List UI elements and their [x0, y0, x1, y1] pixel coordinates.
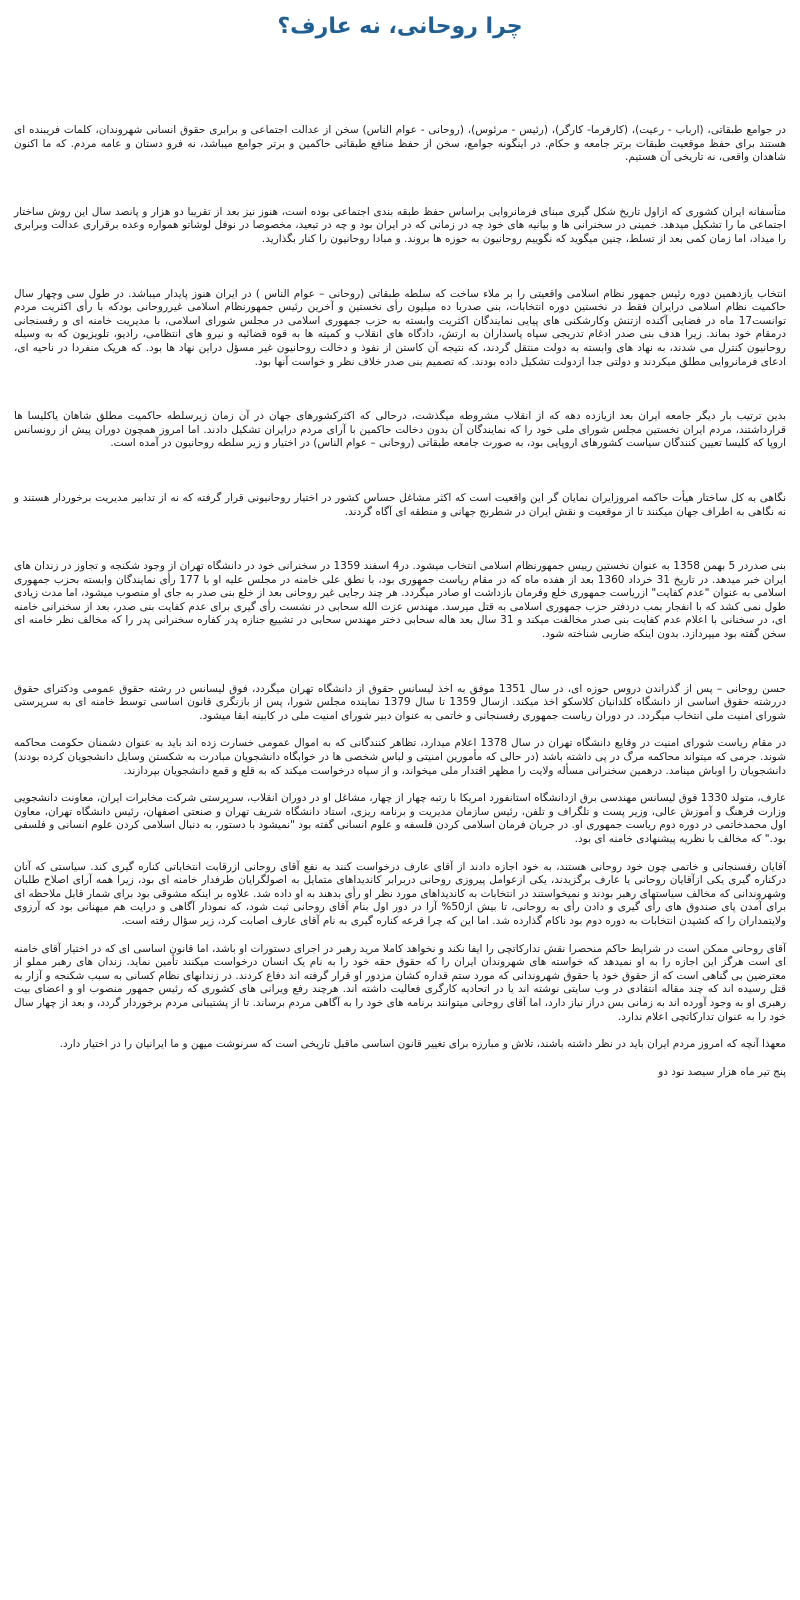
paragraph-5: نگاهی به کل ساختار هیأت حاکمه امروزایران نمایان گر این واقعیت است که اکثر مشاغل حساس کشور در اختیار روحانیونی قرار گرفته که نه از تدابیر مدیریت برخوردار هستند و نه نگاهی به اطراف جهان میکنند تا از موقعیت و نقش ایران در شطرنج جهانی و منطقه ای آگاه گردند. [14, 491, 786, 518]
paragraph-9: عارف، متولد 1330 فوق لیسانس مهندسی برق ازدانشگاه استانفورد امریکا با رتبه چهار از چهار، مشاغل او در دوران انقلاب، سرپرستی شرکت مخابرات ایران، معاونت دانشجویی وزارت فرهنگ و آموزش عالی، وزیر پست و تلگراف و تلفن، رئیس سازمان مدیریت و برنامه ریزی، استاد دانشگاه شریف تهران و صنعتی اصفهان، رئیس دانشگاه تهران، معاون اول محمدخاتمی در دوره دوم ریاست جمهوری او. در جریان فرمان اسلامی کردن فلسفه و علوم انسانی گفته بود "نمیشود با دستور، به دنبال اسلامی کردن علوم انسانی و فلسفی بود." که مخالف با نظریه پیشنهادی خامنه ای بود. [14, 792, 787, 845]
paragraph-1: در جوامع طبقاتی، (ارباب - رعیت)، (کارفرما- کارگر)، (رئیس - مرئوس)، (روحانی - عوام الناس) سخن از عدالت اجتماعی و برابری حقوق انسانی شهروندان، کلمات فریبنده ای هستند برای حفظ موقعیت طبقات برتر جامعه و حکام. در اینگونه جوامع، سخن از حفظ منافع طبقاتی حاکمین و برتر جوامع میباشد، نه فرو دستان و عامه مردم. که ما اکنون شاهدان واقعی، نه تاریخی آن هستیم. [14, 124, 786, 164]
paragraph-11: آقای روحانی ممکن است در شرایط حاکم منحصرا نقش تدارکاتچی را ایفا نکند و نخواهد کاملا مرید رهبر در اجرای دستورات او باشد، اما قانون اساسی ای که در اختیار آقای خامنه ای است هرگز این اجازه را به او نمیدهد که خواسته های شهروندان ایران را که حقوق حقه خود را به نام یک انسان درخواست میکنند تأمین نماید. زندان های رهبر مملو از معترضین بی گناهی است که از حقوق خود یا حقوق شهروندانی که مورد ستم قداره کشان مزدور او قرار گرفته اند دفاع کردند. در زندانهای نظام کسانی به سبب شکنجه و آزار به قتل رسیده اند که چند مقاله انتقادی در وب سایتی نوشته اند یا در اتحادیه کارگری فعالیت داشته اند. هرچند رفع ویرانی های کشوری که رئیس جمهور منصوب او و اعضای بیت رهبری او به وجود آورده اند به زمانی بس دراز نیاز دارد، اما آقای روحانی میتوانند برنامه های خود را به آگاهی مردم برساند. تا از پشتیبانی مردم برخوردار گردد، و بعد از چهار سال خود را به عنوان تدارکاتچی اعلام ندارد. [14, 942, 786, 1023]
paragraph-4: بدین ترتیب بار دیگر جامعه ایران بعد ازیازده دهه که از انقلاب مشروطه میگذشت، درحالی که اکثرکشورهای جهان در آن زمان زیرسلطه حاکمیت مطلق شاهان یاکلیسا ها قرارداشتند، مردم ایران نخستین مجلس شورای ملی خود را که نمایندگان آن بدون دخالت حاکمین با آرای مردم درایران تشکیل دادند. اما امروز همچون دوران پیش از رونسانس اروپا که کلیسا تعیین کنندگان سیاست کشورهای اروپایی بود، به صورت جامعه طبقاتی (روحانی – عوام الناس) در اختیار و زیر سلطه روحانیون در آمده است. [14, 410, 786, 450]
paragraph-10: آقایان رفسنجانی و خاتمی چون خود روحانی هستند، به خود اجازه دادند از آقای عارف درخواست کنند به نفع آقای روحانی ازرقابت انتخاباتی کناره گیری کند. سیاستی که آنان درکناره گیری یکی ازآقایان روحانی یا عارف برگزیدند، یکی ازعوامل پیروزی روحانی دربرابر کاندیداهای متمایل به اصولگرایان طرفدار خامنه ای بود، زیرا همه آرای اصلاح طلبان وشهروندانی که مخالف سیاستهای رهبر بودند و نمیخواستند در انتخابات به کاندیداهای مورد نظر او رأی بدهند به او داده شد. علاوه بر اینکه مشوقی بود برای شمار قابل ملاحظه ای برای آمدن پای صندوق های رأی گیری و دادن رأی به روحانی، تا بیش از50% آرا در دور اول بنام آقای روحانی ثبت شود، که نمودار آگاهی و درایت هم میهنانی بود که آرزوی ولایتمداران را که کشیدن انتخابات به دوره دوم بود ناکام گذارده شد. اما این که چرا قرعه کناره گیری به نام آقای عارف اصابت کرد، زیر سؤال رفته است. [14, 860, 787, 927]
date-signature: پنج تیر ماه هزار سیصد نود دو [658, 1065, 786, 1078]
paragraph-3: انتخاب یازدهمین دوره رئیس جمهور نظام اسلامی واقعیتی را بر ملاء ساخت که سلطه طبقاتی (روحانی – عوام الناس ) در ایران هنوز پایدار میباشد. در طول سی وچهار سال حاکمیت نظام اسلامی درایران فقط در نخستین دوره انتخابات، بنی صدربا ده میلیون رأی نخستین و آخرین رئیس جمهورنظام اسلامی غیرروحانی بودکه با رأی اکثریت مردم توانست17 ماه در فضایی آکنده ازتنش وکارشکنی های پیایی نمایندگان اکثریت وابسته به حزب جمهوری اسلامی در مجلس شورای اسلامی، با مدیریت خامنه ای و رفسنجانی درمقام خود بماند. زیرا هدف بنی صدر ادغام تدریجی سپاه پاسداران به ارتش، دادگاه های انقلاب و کمیته ها به قوه قضائیه و نیرو های انتظامی، رادیو، تلویزیون که به وسیله روحانیون کنترل می شدند، به نهاد های وابسته به دولت منتقل گردند، که نتیجه آن کاستن از نفوذ و دخالت روحانیون غیر مسؤل دراین نهاد ها بود. که هریک منفردا در ناحیه ای، ادعای فرمانروایی مطلق میکردند و دولتی جدا ازدولت تشکیل داده بودند. که تصمیم بنی صدر خلاف نظر و خواست آنها بود. [14, 287, 786, 368]
paragraph-6: بنی صدردر 5 بهمن 1358 به عنوان نخستین رییس جمهورنظام اسلامی انتخاب میشود. در4 اسفند 1359 در سخنرانی خود در دانشگاه تهران از وجود شکنجه و تجاوز در زندان های ایران خبر میدهد. در تاریخ 31 خرداد 1360 بعد از هفده ماه که در مقام ریاست جمهوری بود، با نطق علی خامنه در مجلس علیه او با 177 رأی نمایندگان وابسته بحزب جمهوری اسلامی به عنوان "عدم کفایت" ازریاست جمهوری خلع وفرمان بازداشت او صادر میگردد. هر چند رجایی غیر روحانی بعد از خلع بنی صدر به جای او منصوب میشود، اما مدت زیادی طول نمی کشد که با انفجار بمب دردفتر حزب جمهوری اسلامی به قتل میرسد. مهندس عزت الله سحابی در نشست رأی گیری برای عدم کفایت بنی صدر، بعد از سخنرانی خامنه ای، در سخنانی با اعلام عدم کفایت بنی صدر مخالفت میکند و 31 سال بعد هاله سحابی دختر مهندس سحابی در تشییع جنازه پدر کفاره سخنرانی پدر را که مخالف نظر خامنه ای سخن گفته بود میپردازد. بدون اینکه ضاربی شناخته شود. [14, 560, 787, 641]
paragraph-12: معهذا آنچه که امروز مردم ایران باید در نظر داشته باشند، تلاش و مبارزه برای تغییر قانون اساسی ماقبل تاریخی است که سرنوشت میهن و ما ایرانیان را در اختیار دارد. [59, 1038, 786, 1051]
paragraph-8: در مقام ریاست شورای امنیت در وقایع دانشگاه تهران در سال 1378 اعلام میدارد، تظاهر کنندگانی که به اموال عمومی خسارت زده اند باید به عنوان دشمنان حکومت محاکمه شوند. جرمی که میتواند محاکمه مرگ در پی داشته باشد (در حالی که مأمورین امنیتی و لباس شخصی ها در خوابگاه دانشجویان مبادرت به شکستن وسایل دانشجویان کرده بودند) دانشجویان را اوباش مینامد. درهمین سخنرانی مسأله ولایت را مظهر اقتدار ملی میخواند، و از سپاه درخواست میکند که به قلع و قمع دانشجویان بپردازند. [14, 737, 787, 777]
article-body [14, 124, 786, 1079]
page-title: چرا روحانی، نه عارف؟ [277, 14, 523, 39]
paragraph-7: حسن روحانی – پس از گذراندن دروس حوزه ای، در سال 1351 موفق به اخذ لیسانس حقوق از دانشگاه تهران میگردد، فوق لیسانس در رشته حقوق عمومی ودکترای حقوق دررشته حقوق اساسی از دانشگاه کلدانیان کلاسکو اخذ میکند. ازسال 1359 تا سال 1379 نماینده مجلس شورا، پس از بازنگری قانون اساسی توسط خامنه ای به سرپرستی شورای امنیت ملی انتخاب میگردد. در دوران ریاست جمهوری رفسنجانی و خاتمی به عنوان دبیر شورای امنیت ملی در کابینه ابقا میشود. [14, 682, 787, 722]
paragraph-2: متأسفانه ایران کشوری که ازاول تاریخ شکل گیری مبنای فرمانروایی براساس حفظ طبقه بندی اجتماعی بوده است، هنوز نیز بعد از تقریبا دو هزار و پانصد سال این روش ساختار اجتماعی ما را تشکیل میدهد. خمینی در سخنرانی ها و بیانیه های خود چه در زمانی که در ایران بود و چه در تبعید، مخصوصا در نوفل لوشاتو همواره وعده برقراری عدالت وبرابری را میداد، اما زمان کمی بعد از تسلط، چنین میگوید که نگوییم روحانیون به حوزه ها بروند. و مبادا روحانیون را کنار بگذارید. [14, 205, 786, 245]
